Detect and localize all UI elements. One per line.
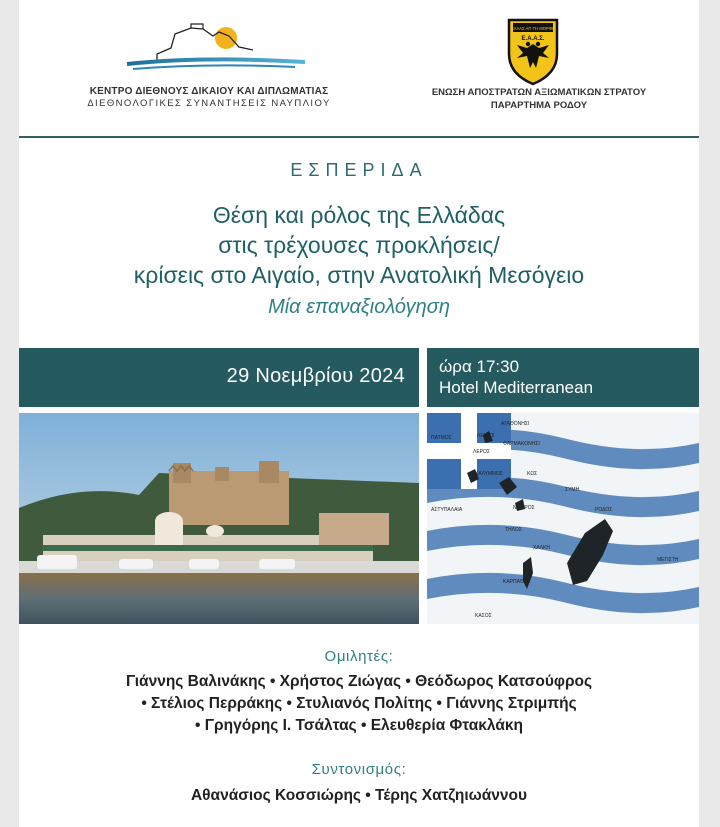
map-label: ΚΑΣΟΣ bbox=[475, 613, 492, 619]
moderation-label: Συντονισμός: bbox=[311, 761, 407, 778]
left-organization bbox=[59, 86, 359, 109]
event-date: 29 Νοεμβρίου 2024 bbox=[226, 365, 405, 387]
map-label: ΚΑΛΥΜΝΟΣ bbox=[475, 471, 503, 477]
map-label: ΛΕΙΨΟΙ bbox=[477, 433, 495, 439]
map-label: ΚΑΡΠΑΘΟΣ bbox=[503, 579, 531, 585]
date-band bbox=[19, 348, 419, 407]
map-label: ΛΕΡΟΣ bbox=[473, 449, 490, 455]
dodecanese-flag-map bbox=[427, 413, 699, 624]
map-label: ΦΑΡΜΑΚΟΝΗΣΙ bbox=[503, 441, 540, 447]
map-label: ΤΗΛΟΣ bbox=[505, 527, 522, 533]
map-label: ΣΥΜΗ bbox=[565, 487, 580, 493]
map-label: ΚΩΣ bbox=[527, 471, 538, 477]
right-org-branch: ΠΑΡΑΡΤΗΜΑ ΡΟΔΟΥ bbox=[490, 100, 588, 111]
map-label: ΑΣΤΥΠΑΛΑΙΑ bbox=[431, 507, 463, 513]
badge-abbreviation: Ε.Α.Α.Σ. bbox=[521, 36, 545, 42]
event-venue: Hotel Mediterranean bbox=[439, 378, 594, 397]
left-org-name: ΚΕΝΤΡΟ ΔΙΕΘΝΟΥΣ ΔΙΚΑΙΟΥ ΚΑΙ ΔΙΠΛΩΜΑΤΙΑΣ bbox=[89, 86, 329, 97]
time-venue-band bbox=[427, 348, 699, 407]
header bbox=[19, 0, 699, 136]
event-time: ώρα 17:30 bbox=[439, 357, 520, 376]
event-type: ΕΣΠΕΡΙΔΑ bbox=[290, 160, 428, 180]
map-label: ΑΓΑΘΟΝΗΣΙ bbox=[501, 421, 530, 427]
title-line: κρίσεις στο Αιγαίο, στην Ανατολική Μεσόγειο bbox=[133, 262, 585, 288]
title-line: στις τρέχουσες προκλήσεις/ bbox=[218, 232, 500, 258]
event-subtitle: Μία επαναξιολόγηση bbox=[268, 296, 450, 318]
right-org-name: ΕΝΩΣΗ ΑΠΟΣΤΡΑΤΩΝ ΑΞΙΩΜΑΤΙΚΩΝ ΣΤΡΑΤΟΥ bbox=[431, 87, 647, 98]
map-label: ΧΑΛΚΗ bbox=[533, 545, 550, 551]
title-line: Θέση και ρόλος της Ελλάδας bbox=[212, 202, 506, 228]
right-organization bbox=[404, 86, 674, 112]
speakers-label: Ομιλητές: bbox=[324, 648, 394, 665]
header-divider bbox=[19, 136, 699, 138]
map-label: ΜΕΓΙΣΤΗ bbox=[657, 557, 679, 563]
speakers-list bbox=[19, 671, 699, 737]
event-title bbox=[19, 200, 699, 290]
map-label: ΡΟΔΟΣ bbox=[595, 507, 613, 513]
time-venue bbox=[439, 356, 593, 398]
castle-sunrise-logo bbox=[105, 14, 305, 80]
speakers-line: • Στέλιος Περράκης • Στυλιανός Πολίτης • Γιάννης Στριμπής bbox=[141, 695, 577, 712]
badge-motto: ΕΛΛΑΣ ΑΠ ΤΗ ΜΟΡΦΗ bbox=[510, 26, 556, 31]
speakers-line: Γιάννης Βαλινάκης • Χρήστος Ζιώγας • Θεόδωρος Κατσούφρος bbox=[125, 673, 593, 690]
speakers-line: • Γρηγόρης Ι. Τσάλτας • Ελευθερία Φτακλάκη bbox=[195, 717, 523, 734]
left-org-subtitle: ΔΙΕΘΝΟΛΟΓΙΚΕΣ ΣΥΝΑΝΤΗΣΕΙΣ ΝΑΥΠΛΙΟΥ bbox=[87, 98, 331, 109]
moderators: Αθανάσιος Κοσσιώρης • Τέρης Χατζηιωάννου bbox=[190, 787, 528, 804]
map-label: ΝΙΣΥΡΟΣ bbox=[513, 505, 535, 511]
map-label: ΠΑΤΜΟΣ bbox=[431, 435, 452, 441]
eaas-shield-logo bbox=[503, 14, 563, 86]
event-poster bbox=[19, 0, 699, 827]
rhodes-harbor-photo bbox=[19, 413, 419, 624]
